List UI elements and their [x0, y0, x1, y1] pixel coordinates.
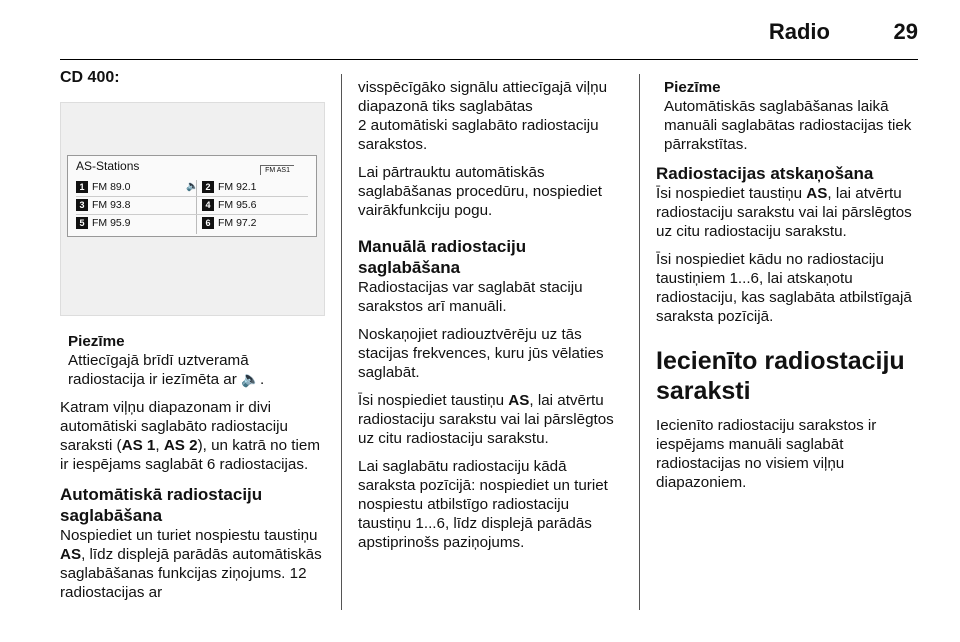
station-name: FM 92.1: [218, 181, 257, 193]
note-text: Automātiskās saglabāšanas laikā manuāli saglabātas radiostacijas tiek pārrakstītas.: [664, 98, 912, 153]
preset-number: 2: [202, 181, 214, 193]
header-rule: [60, 59, 918, 60]
preset-number: 1: [76, 181, 88, 193]
station-row: [76, 180, 308, 197]
column-1-body: [60, 332, 328, 611]
column-divider: [341, 74, 342, 610]
paragraph: Lai saglabātu radiostaciju kādā saraksta pozīcijā: nospiediet un turiet nospiestu atbilstīgo radiostaciju taustiņu 1...6, līdz displejā parādās apstiprinošs paziņojums.: [358, 458, 608, 551]
paragraph: [60, 398, 328, 474]
screen-title: AS-Stations: [76, 159, 140, 173]
note-text: Attiecīgajā brīdī uztveramā radiostacija ir iezīmēta ar 🔈.: [68, 352, 265, 388]
text-run: ,: [155, 437, 164, 454]
key-as: AS: [508, 392, 530, 409]
section-heading: Radiostacijas atskaņošana: [656, 164, 874, 183]
display-figure: [60, 102, 325, 316]
text-run: , lai atvērtu radiostaciju sarakstu vai lai pārslēgtos uz citu radiostaciju sarakstu.: [656, 185, 912, 240]
section-heading: Automātiskā radiostaciju saglabāšana: [60, 485, 263, 525]
paragraph: Lai pārtrauktu automātiskās saglabāšanas procedūru, nospiediet vairākfunkciju pogu.: [358, 164, 603, 219]
station-name: FM 97.2: [218, 217, 257, 229]
model-label: CD 400:: [60, 69, 120, 86]
text-run: , līdz displejā parādās automātiskās saglabāšanas funkcijas ziņojums. 12 radiostacijas ar: [60, 546, 322, 601]
text-run: Īsi nospiediet taustiņu: [358, 392, 509, 409]
text-run: , lai atvērtu radiostaciju sarakstu vai lai pārslēgtos uz citu radiostaciju sarakstu.: [358, 392, 614, 447]
station-row: [76, 198, 308, 215]
note-title: Piezīme: [664, 79, 721, 96]
key-as2: AS 2: [163, 437, 198, 454]
page-number: 29: [893, 19, 918, 44]
screen-band-tag: FM AS1: [260, 165, 294, 175]
paragraph: 2 automātiski saglabāto radiostaciju sarakstos.: [358, 117, 599, 153]
column-3: [656, 78, 922, 501]
paragraph: [656, 184, 922, 241]
preset-number: 5: [76, 217, 88, 229]
section-heading: Manuālā radiostaciju saglabāšana: [358, 237, 527, 277]
preset-number: 3: [76, 199, 88, 211]
station-name: FM 93.8: [92, 199, 131, 211]
as-stations-screen: [67, 155, 317, 237]
chapter-heading: Iecienīto radiostaciju saraksti: [656, 347, 905, 405]
paragraph: Īsi nospiediet kādu no radiostaciju taustiņiem 1...6, lai atskaņotu radiostaciju, kas saglabāta atbilstīgajā saraksta pozīcijā.: [656, 251, 912, 325]
text-run: Īsi nospiediet taustiņu: [656, 185, 807, 202]
key-as1: AS 1: [121, 437, 156, 454]
note-title: Piezīme: [68, 333, 125, 350]
column-divider: [639, 74, 640, 610]
station-name: FM 95.9: [92, 217, 131, 229]
note-block: [60, 332, 328, 389]
key-as: AS: [806, 185, 828, 202]
paragraph: Iecienīto radiostaciju sarakstos ir iespējams manuāli saglabāt radiostacijas no visiem viļņu diapazoniem.: [656, 417, 877, 491]
text-run: Nospiediet un turiet nospiestu taustiņu: [60, 527, 318, 544]
paragraph: visspēcīgāko signālu attiecīgajā viļņu diapazonā tiks saglabātas: [358, 79, 608, 115]
note-block: [656, 78, 922, 154]
preset-number: 4: [202, 199, 214, 211]
column-1: [60, 68, 328, 87]
text-run: ), un katrā no tiem ir iespējams saglabāt 6 radiostacijas.: [60, 437, 320, 473]
station-name: FM 95.6: [218, 199, 257, 211]
paragraph: Noskaņojiet radiouztvērēju uz tās stacijas frekvences, kuru jūs vēlaties saglabāt.: [358, 326, 604, 381]
paragraph: [60, 526, 328, 602]
page-header-title: Radio: [768, 19, 830, 44]
paragraph: Radiostacijas var saglabāt staciju sarakstos arī manuāli.: [358, 279, 583, 315]
paragraph: [358, 391, 626, 448]
key-as: AS: [60, 546, 82, 563]
text-run: Katram viļņu diapazonam ir divi automātiski saglabāto radiostaciju saraksti (: [60, 399, 288, 454]
station-row: [76, 216, 308, 232]
preset-number: 6: [202, 217, 214, 229]
speaker-icon: 🔈: [186, 181, 199, 192]
column-2: [358, 78, 626, 561]
station-name: FM 89.0: [92, 181, 131, 193]
